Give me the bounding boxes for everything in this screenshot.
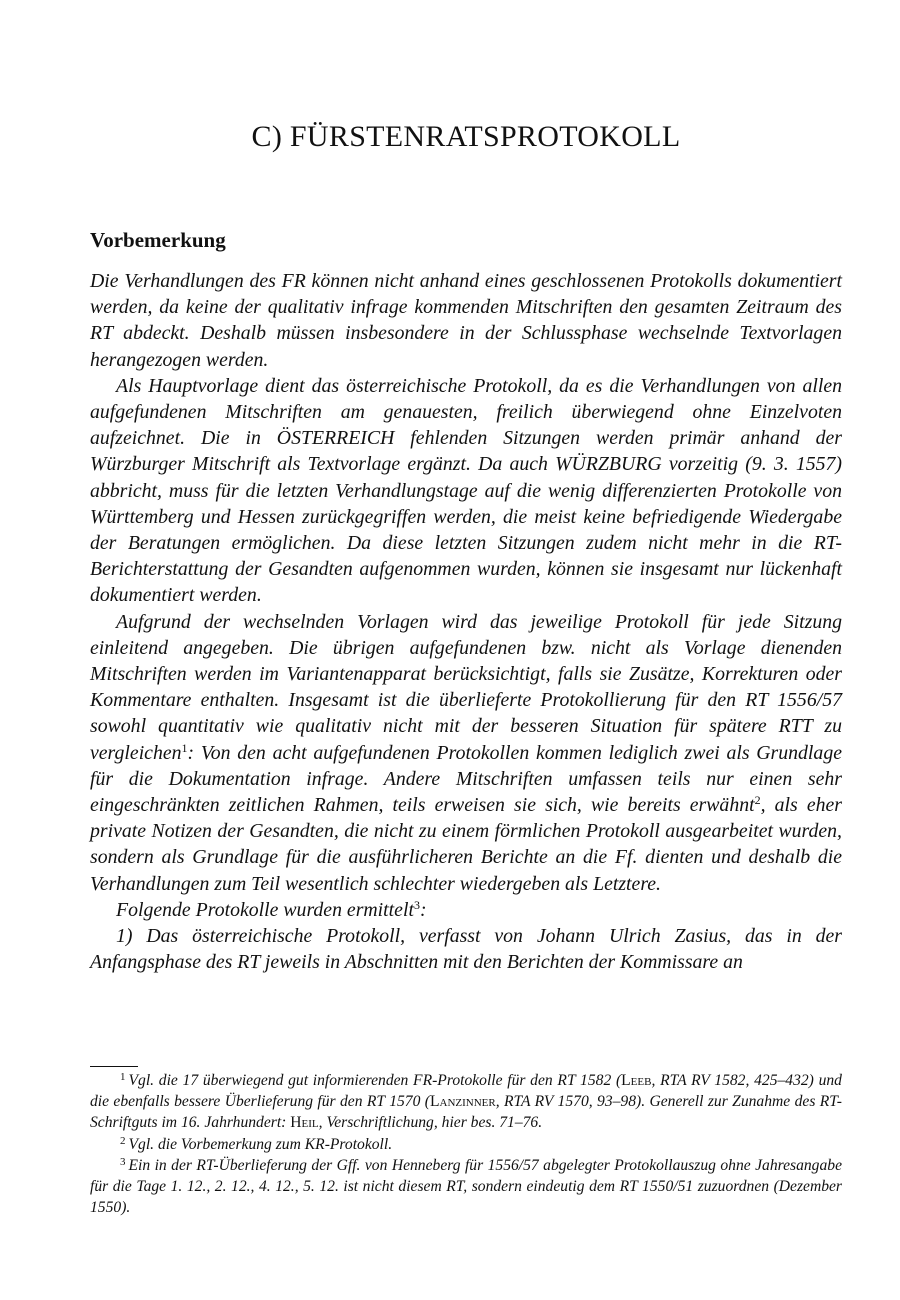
footnote-ref-2[interactable]: 2 xyxy=(754,793,761,808)
footnote-3-text: Ein in der RT-Überlieferung der Gff. von Henneberg für 1556/57 abgelegter Protokollauszug ohne Jahresangabe für die Tage 1. 12., 2. 12., 4. 12., 5. 12. ist nicht diesem RT, sondern eindeutig dem RT 1550/51 zuzuordnen (Dezember 1550). xyxy=(90,1156,842,1217)
footnote-1-text-d: , Verschriftlichung, hier bes. 71–76. xyxy=(318,1114,543,1132)
paragraph-4-text: Folgende Protokolle wurden ermittelt xyxy=(116,898,414,921)
footnote-ref-1[interactable]: 1 xyxy=(181,740,188,755)
footnotes xyxy=(90,1070,842,1218)
paragraph-5: 1) Das österreichische Protokoll, verfasst von Johann Ulrich Zasius, das in der Anfangsphase des RT jeweils in Abschnitten mit den Berichten der Kommissare an xyxy=(90,925,842,974)
footnote-3-number: 3 xyxy=(120,1155,126,1168)
footnote-2-text: Vgl. die Vorbemerkung zum KR-Protokoll. xyxy=(128,1135,393,1153)
footnote-divider xyxy=(90,1066,138,1067)
document-page xyxy=(90,0,842,1300)
footnote-1-author-1: Leeb xyxy=(621,1072,652,1089)
paragraph-4-colon: : xyxy=(419,898,427,921)
chapter-title: C) FÜRSTENRATSPROTOKOLL xyxy=(251,120,681,153)
footnote-2-number: 2 xyxy=(120,1134,126,1147)
footnote-1-text-b: , RTA RV 1582, 425–432) und die ebenfalls bessere Überlieferung für den RT 1570 ( xyxy=(90,1072,842,1111)
paragraph-2: Als Hauptvorlage dient das österreichische Protokoll, da es die Verhandlungen von allen aufgefundenen Mitschriften am genauesten, freilich überwiegend ohne Einzelvoten aufzeichnet. Die in ÖSTERREICH fehlenden Sitzungen werden primär anhand der Würzburger Mitschrift als Textvorlage ergänzt. Da auch WÜRZBURG vorzeitig (9. 3. 1557) abbricht, muss für die letzten Verhandlungstage auf die wenig differenzierten Protokolle von Württemberg und Hessen zurückgegriffen werden, die meist keine befriedigende Wiedergabe der Beratungen ermöglichen. Da diese letzten Sitzungen zudem nicht mehr in die RT-Berichterstattung der Gesandten aufgenommen wurden, können sie insgesamt nur lückenhaft dokumentiert werden. xyxy=(90,374,842,607)
footnote-1 xyxy=(90,1070,842,1134)
paragraph-3 xyxy=(90,609,842,897)
footnote-ref-3[interactable]: 3 xyxy=(413,897,420,912)
paragraph-3-text-b: : Von den acht aufgefundenen Protokollen kommen lediglich zwei als Grundlage für die Dokumentation infrage. Andere Mitschriften umfassen teils nur einen sehr eingeschränkten zeitlichen Rahmen, teils erweisen sie sich, wie bereits erwähnt xyxy=(90,741,842,817)
footnote-1-author-2: Lanzinner xyxy=(429,1093,496,1111)
paragraph-4 xyxy=(90,897,842,923)
footnote-2 xyxy=(90,1134,842,1155)
footnote-1-number: 1 xyxy=(120,1071,126,1083)
footnote-1-text-a: Vgl. die 17 überwiegend gut informierenden FR-Protokolle für den RT 1582 ( xyxy=(128,1072,622,1089)
footnote-1-text-c: , RTA RV 1570, 93–98). Generell zur Zunahme des RT-Schriftguts im 16. Jahrhundert: xyxy=(90,1093,842,1132)
footnote-3 xyxy=(90,1155,842,1219)
paragraph-3-text-c: , als eher private Notizen der Gesandten, die nicht zu einem förmlichen Protokoll ausgearbeitet wurden, sondern als Grundlage für die ausführlicheren Berichte an die Ff. dienten und deshalb die Verhandlungen zum Teil wesentlich schlechter wiedergeben als Letztere. xyxy=(90,794,842,895)
section-heading: Vorbemerkung xyxy=(90,228,226,252)
paragraph-3-text-a: Aufgrund der wechselnden Vorlagen wird das jeweilige Protokoll für jede Sitzung einleitend angegeben. Die übrigen aufgefundenen bzw. nicht als Vorlage dienenden Mitschriften werden im Variantenapparat berücksichtigt, falls sie Zusätze, Korrekturen oder Kommentare enthalten. Insgesamt ist die überlieferte Protokollierung für den RT 1556/57 sowohl quantitativ wie qualitativ nicht mit der besseren Situation für spätere RTT zu vergleichen xyxy=(90,610,842,764)
body-text xyxy=(90,268,842,975)
paragraph-1: Die Verhandlungen des FR können nicht anhand eines geschlossenen Protokolls dokumentiert werden, da keine der qualitativ infrage kommenden Mitschriften den gesamten Zeitraum des RT abdeckt. Deshalb müssen insbesondere in der Schlussphase wechselnde Textvorlagen herangezogen werden. xyxy=(90,270,842,371)
footnote-1-author-3: Heil xyxy=(290,1114,319,1132)
